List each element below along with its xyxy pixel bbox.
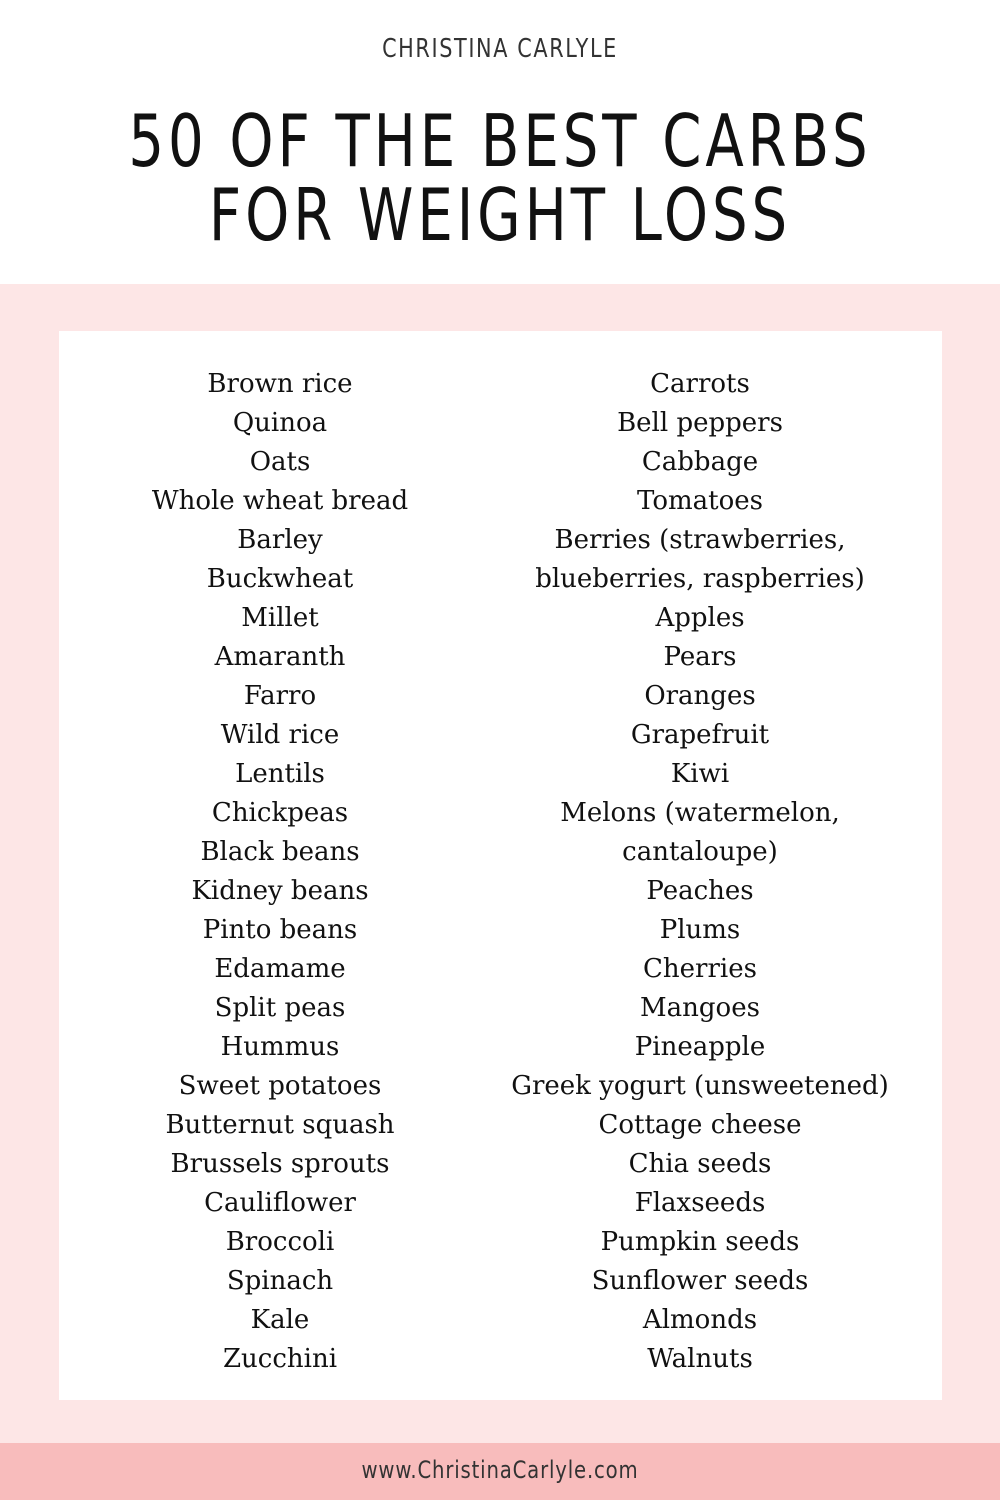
list-item: Quinoa bbox=[232, 408, 328, 438]
list-item: Pears bbox=[663, 642, 737, 672]
list-item: Greek yogurt (unsweetened) bbox=[511, 1071, 889, 1101]
list-item: Oats bbox=[249, 447, 311, 477]
carbs-list-right-column bbox=[480, 365, 920, 1379]
list-item: Cabbage bbox=[641, 447, 759, 477]
page-title-line-1: 50 OF THE BEST CARBS bbox=[128, 99, 872, 183]
list-item: Spinach bbox=[226, 1266, 334, 1296]
list-item: Sunflower seeds bbox=[591, 1266, 809, 1296]
list-item: Plums bbox=[659, 915, 741, 945]
list-item: Black beans bbox=[200, 837, 360, 867]
list-item: Berries (strawberries, blueberries, raspberries) bbox=[535, 525, 865, 594]
list-item: Millet bbox=[241, 603, 319, 633]
footer-bar bbox=[0, 1443, 1000, 1500]
list-item: Zucchini bbox=[222, 1344, 338, 1374]
website-link[interactable]: www.ChristinaCarlyle.com bbox=[361, 1456, 639, 1484]
list-item: Oranges bbox=[644, 681, 756, 711]
list-item: Bell peppers bbox=[617, 408, 783, 438]
list-item: Whole wheat bread bbox=[151, 486, 409, 516]
page-title bbox=[110, 99, 890, 257]
list-item: Hummus bbox=[220, 1032, 340, 1062]
list-item: Pineapple bbox=[634, 1032, 766, 1062]
list-item: Farro bbox=[243, 681, 317, 711]
list-item: Kale bbox=[250, 1305, 310, 1335]
list-item: Chia seeds bbox=[628, 1149, 772, 1179]
list-item: Apples bbox=[655, 603, 745, 633]
list-item: Walnuts bbox=[647, 1344, 753, 1374]
list-item: Buckwheat bbox=[206, 564, 354, 594]
list-item: Wild rice bbox=[220, 720, 340, 750]
page-title-line-2: FOR WEIGHT LOSS bbox=[208, 173, 792, 257]
list-item: Kiwi bbox=[670, 759, 730, 789]
list-item: Flaxseeds bbox=[634, 1188, 766, 1218]
list-item: Kidney beans bbox=[191, 876, 369, 906]
list-item: Tomatoes bbox=[637, 486, 763, 516]
list-item: Brown rice bbox=[207, 369, 353, 399]
list-item: Peaches bbox=[646, 876, 754, 906]
list-item: Pumpkin seeds bbox=[600, 1227, 800, 1257]
carbs-list-left-column bbox=[80, 365, 480, 1379]
list-item: Butternut squash bbox=[165, 1110, 395, 1140]
list-item: Melons (watermelon, cantaloupe) bbox=[560, 798, 840, 867]
list-item: Cherries bbox=[643, 954, 757, 984]
header bbox=[0, 0, 1000, 284]
list-item: Brussels sprouts bbox=[170, 1149, 390, 1179]
list-item: Pinto beans bbox=[202, 915, 358, 945]
list-item: Edamame bbox=[214, 954, 346, 984]
list-item: Almonds bbox=[642, 1305, 758, 1335]
list-item: Broccoli bbox=[225, 1227, 335, 1257]
list-item: Mangoes bbox=[640, 993, 760, 1023]
list-item: Amaranth bbox=[214, 642, 346, 672]
list-item: Lentils bbox=[235, 759, 325, 789]
list-item: Chickpeas bbox=[211, 798, 349, 828]
brand-name: CHRISTINA CARLYLE bbox=[382, 34, 618, 64]
list-item: Cauliflower bbox=[204, 1188, 356, 1218]
list-item: Sweet potatoes bbox=[178, 1071, 382, 1101]
list-item: Cottage cheese bbox=[598, 1110, 802, 1140]
list-item: Grapefruit bbox=[630, 720, 770, 750]
list-item: Split peas bbox=[214, 993, 346, 1023]
list-item: Barley bbox=[237, 525, 323, 555]
list-item: Carrots bbox=[650, 369, 750, 399]
